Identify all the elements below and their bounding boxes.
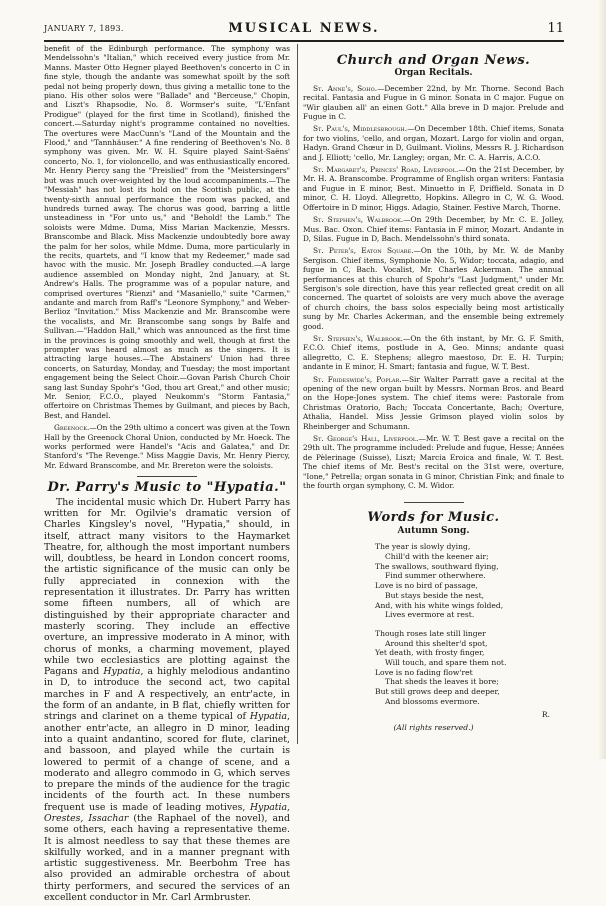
recital-entry	[303, 246, 564, 331]
recital-venue: St. George's Hall, Liverpool.	[313, 434, 419, 444]
poem-stanza	[375, 629, 564, 707]
greenock-label: Greenock.	[54, 423, 90, 433]
poem-line: That sheds the leaves it bore;	[385, 677, 499, 687]
poem-line: Though roses late still linger	[375, 628, 486, 638]
poem-line: Chill'd with the keener air;	[385, 551, 489, 561]
recital-venue: St. Peter's, Eaton Square.	[313, 246, 414, 256]
poem-line: Find summer otherwhere.	[385, 571, 486, 581]
recital-venue: St. Anne's, Soho.	[313, 83, 378, 93]
section-rule	[404, 502, 464, 503]
rights-notice: (All rights reserved.)	[393, 722, 474, 732]
recital-entry	[303, 84, 564, 122]
recital-venue: St. Paul's, Middlesbrough.	[313, 124, 408, 134]
poem-line: Love is no fading flow'ret	[375, 667, 473, 677]
recital-text: —On December 18th. Chief items, Sonata for two violins, 'cello, and organ, Mozart. Largo for violin and organ, Hadyn. Grand Chœur in D, Guilmant. Violins, Messrs R. J. Richardson and J. Elliott; 'cello, Mr. Langley; organ, Mr. C. A. Harris, A.C.O.	[303, 124, 564, 162]
poem-line: But stays beside the nest,	[385, 590, 485, 600]
recital-venue: St. Stephen's, Walbrook.	[313, 215, 404, 225]
hypatia-heading: Dr. Parry's Music to "Hypatia."	[47, 480, 287, 496]
poem-line: Lives evermore at rest.	[385, 610, 475, 620]
poem-line: Around this shelter'd spot,	[385, 638, 488, 648]
glasgow-report: benefit of the Edinburgh performance. The symphony was Mendelssohn's "Italian," which received every justice from Mr. Manns. Master Otto Hegner played Beethoven's concerto in C in fine style, though the andante was somewhat spoilt by the soft pedal not being properly down, thus giving a metallic tone to the piano. His other solos were "Ballade" and "Berceuse," Chopin, and Liszt's Rhapsodie, No. 8. Wormser's suite, "L'Enfant Prodigue" (played for the first time in Scotland), finished the concert.—Saturday night's programme contained no novelties. The overtures were MacCunn's "Land of the Mountain and the Flood," and "Tannhäuser." A fine rendering of Beethoven's No. 8 symphony was given. Mr. W. H. Squire played Saint-Saëns' concerto, No. 1, for violoncello, and was enthusiastically encored. Mr. Henry Piercy sang the "Preislied" from the "Meistersingers" but was much over-weighted by the loud accompaniments.—The "Messiah" has not lost its hold on the Scottish public, at the twenty-sixth annual performance the room was packed, and hundreds turned away. The chorus was good, barring a little unsteadiness in "For unto us," and "Behold! the Lamb." The soloists were Mdme. Duma, Miss Marian Mackenzie, Messrs. Branscombe and Black. Miss Mackenzie undoubtedly bore away the palm for her solos, while Mdme. Duma, more particularly in the recits, quartets, and "I know that my Redeemer," made sad havoc with the music. Mr. Joseph Bradley conducted.—A large audience assembled on Monday night, 2nd January, at St. Andrew's Halls. The programme was of a popular nature, and comprised overtures "Rienzi" and "Masaniello," suite "Carmen," andante and march from Raff's "Leonore Symphony," and Weber-Berlioz "Invitation." Miss Mackenzie and Mr. Branscombe were the vocalists, and Mr. Branscombe sang songs by Balfe and Sullivan.—"Haddon Hall," which was announced as the first time in the provinces is going smoothly and well, though at first the prompter was heard almost as much as the singers. It is attracting large houses.—The Abstainers' Union had three concerts, on Saturday, Monday, and Tuesday; the most important engagement being the Select Choir.—Govan Parish Church Choir sang last Sunday Spohr's "God, thou art Great," and other music; Mr. Senior, F.C.O., played Neukomm's "Storm Fantasia," offertoire on Christmas Themes by Guilmant, and pieces by Bach, Best, and Handel.	[44, 44, 290, 420]
poem-line: And, with his white wings folded,	[375, 600, 504, 610]
recital-text: —December 22nd, by Mr. Thorne. Second Bach recital. Fantasia and Fugue in G minor. Sonata in C major. Fugue on "Wir glauben all' an einen Gott." Alla breve in D major. Prelude and Fugue in C.	[303, 83, 564, 122]
hypatia-em-3: Hypatia, Orestes, Issachar	[44, 801, 290, 824]
section-rule	[137, 476, 197, 477]
hypatia-text-2: , a highly melodious andantino in D, to introduce the second act, two capital marches in F and A respectively, an entr'acte, in the form of an andante, in B flat, chiefly written for strings and clarinet on a theme typical of	[44, 666, 290, 723]
masthead-title: MUSICAL NEWS.	[228, 21, 380, 36]
church-organ-heading: Church and Organ News.	[336, 53, 531, 68]
recital-text: —On the 10th, by Mr. W. de Manby Sergison. Chief items, Symphonie No. 5, Widor; toccata, adagio, and fugue in C, Bach. Vocalist, Mr. Charles Ackerman. The annual performances at this church of Spohr's "Last Judgment," under Mr. Sergison's sole direction, have this year reflected great credit on all concerned. The quartet of soloists are very much above the average of church choirs, the bass solos especially being most artistically sung by Mr. Charles Ackerman, and the ensemble being extremely good.	[303, 246, 564, 331]
poem-line: And blossoms evermore.	[385, 696, 480, 706]
greenock-report	[44, 423, 290, 470]
recital-venue: St. Frideswide's, Poplar.	[313, 374, 402, 384]
right-column	[303, 44, 564, 732]
recital-venue: St. Stephen's, Walbrook.	[313, 333, 404, 343]
poem-line: Will touch, and spare them not.	[385, 658, 507, 668]
hypatia-paragraph	[44, 497, 290, 904]
page-number: 11	[547, 21, 564, 36]
poem-line: The swallows, southward flying,	[375, 561, 499, 571]
poem	[375, 542, 564, 706]
recital-entry	[303, 124, 564, 162]
hypatia-em-1: Hypatia	[103, 666, 141, 678]
recital-entry	[303, 215, 564, 243]
poem-title: Autumn Song.	[397, 525, 470, 536]
recital-entry	[303, 334, 564, 372]
recital-text: —Sir Walter Parratt gave a recital at the opening of the new organ built by Messrs. Norman Bros. and Beard on the Hope-Jones system. The chief items were: Pastorale from Christmas Oratorio, Bach; Toccata Concertante, Bach; Overture, Athalia, Handel. Miss Jessie Grimson played violin solos by Rheinberger and Schumann.	[303, 374, 564, 431]
poem-line: Yet death, with frosty finger,	[375, 648, 485, 658]
greenock-text: —On the 29th ultimo a concert was given at the Town Hall by the Greenock Choral Union, conducted by Mr. Hoeck. The works performed were Handel's "Acis and Galatea," and Dr. Stanford's "The Revenge." Miss Maggie Davis, Mr. Henry Piercy, Mr. Edward Branscombe, and Mr. Brereton were the soloists.	[44, 423, 290, 470]
recital-entry	[303, 165, 564, 212]
header-rule	[44, 40, 564, 42]
left-column	[44, 44, 290, 906]
recital-entry	[303, 375, 564, 431]
recital-text: —On the 6th instant, by Mr. G. F. Smith, F.C.O. Chief items, postlude in A, Geo. Minns; andante quasi allegretto, C. E. Stephens; allegro maestoso, Dr. E. H. Turpin; andante in E minor, H. Smart; fantasia and fugue, W. T. Best.	[303, 333, 564, 372]
poem-stanza	[375, 542, 564, 620]
poem-line: But still grows deep and deeper,	[375, 687, 500, 697]
recital-text: —Mr. W. T. Best gave a recital on the 29th ult. The programme included: Prelude and fugue, Hesse; Années de Pèlerinage (Suisse), Liszt; Marcia Eroica and finale, W. T. Best. The chief items of Mr. Best's recital on the 31st were, overture, "Ione," Petrella; organ sonata in G minor, Christian Fink; and finale to the fourth organ symphony, C. M. Widor.	[303, 434, 564, 491]
organ-recitals-heading: Organ Recitals.	[394, 68, 473, 79]
hypatia-em-2: Hypatia	[249, 711, 288, 723]
page-edge-shadow	[598, 0, 606, 759]
poem-signature: R.	[541, 709, 550, 719]
recital-text: —On the 21st December, by Mr. H. A. Branscombe. Programme of English organ writers: Fantasia and Fugue in E minor, Best. Minuetto in F, Driffield. Sonata in D minor, C. H. Lloyd. Allegretto, Hopkins. Allegro in C, W. G. Wood. Offertoire in D minor, Higgs. Adagio, Stainer. Festive March, Thorne.	[303, 165, 564, 212]
hypatia-text-1: The incidental music which Dr. Hubert Parry has written for Mr. Ogilvie's dramatic version of Charles Kingsley's novel, "Hypatia," should, in itself, attract many visitors to the Haymarket Theatre, for, although the most important numbers will, doubtless, be heard in London concert rooms, the artistic significance of the music can only be fully appreciated in connexion with the representation it illustrates. Dr. Parry has written some fifteen numbers, all of which are distinguished by their appropriate character and masterly scoring. They include an effective overture, an impressive moderato in A minor, with chorus of monks, a charming movement, played while two ecclesiastics are plotting against the Pagans and	[44, 496, 290, 678]
issue-date: JANUARY 7, 1893.	[44, 24, 124, 33]
hypatia-text-3: , another entr'acte, an allegro in D minor, leading into a quaint andantino, scored for flute, clarinet, and bassoon, and played while the curtain is lowered to permit of a change of scene, and a moderato and allegro commodo in G, which serves to prepare the minds of the audience for the tragic incidents of the fourth act. In these numbers frequent use is made of leading motives,	[44, 711, 290, 813]
recital-text: —On 29th December, by Mr. C. E. Jolley, Mus. Bac. Oxon. Chief items: Fantasia in F minor, Mozart. Andante in D, Silas. Fugue in D, Bach. Mendelssohn's third sonata.	[303, 215, 564, 243]
words-for-music-heading: Words for Music.	[367, 510, 500, 526]
page-header	[44, 21, 564, 37]
recital-venue: St. Margaret's, Princes' Road, Liverpool.	[313, 165, 459, 175]
poem-line: Love is no bird of passage,	[375, 581, 478, 591]
hypatia-text-4: (the Raphael of the novel), and some others, each having a representative theme. It is almost needless to say that these themes are skilfully worked, and in a manner pregnant with artistic suggestiveness. Mr. Beerbohm Tree has also provided an admirable orchestra of about thirty performers, and secured the services of an excellent conductor in Mr. Carl Armbruster.	[44, 813, 290, 904]
hypatia-article	[44, 497, 290, 904]
column-divider	[297, 44, 298, 744]
poem-line: The year is slowly dying,	[375, 542, 471, 552]
recital-entry	[303, 434, 564, 490]
